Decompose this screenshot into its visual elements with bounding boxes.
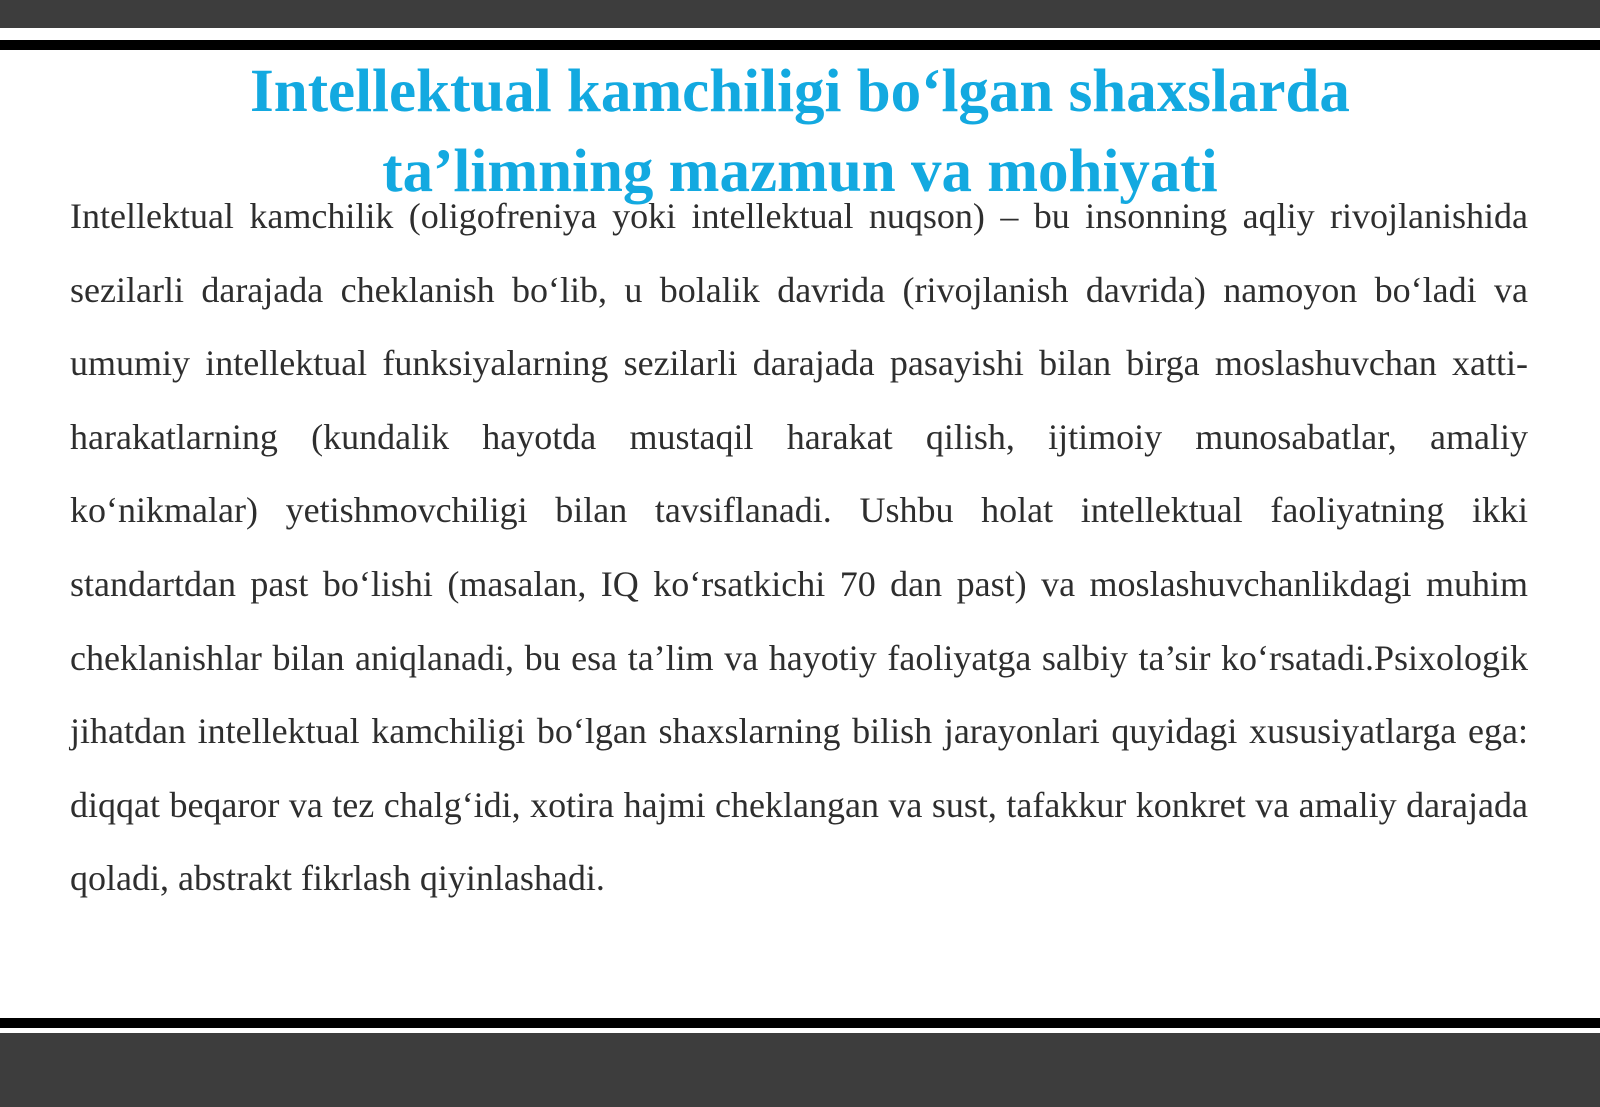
bottom-dark-band [0,1033,1600,1107]
slide-title-line-1: Intellektual kamchiligi bo‘lgan shaxslarda [250,58,1350,125]
bottom-black-stripe [0,1018,1600,1028]
top-dark-band [0,0,1600,28]
slide-body-text: Intellektual kamchilik (oligofreniya yoki intellektual nuqson) – bu insonning aqliy rivojlanishida sezilarli darajada cheklanish bo‘lib, u bolalik davrida (rivojlanish davrida) namoyon bo‘ladi va umumiy intellektual funksiyalarning sezilarli darajada pasayishi bilan birga moslashuvchan xatti-harakatlarning (kundalik hayotda mustaqil harakat qilish, ijtimoiy munosabatlar, amaliy ko‘nikmalar) yetishmovchiligi bilan tavsiflanadi. Ushbu holat intellektual faoliyatning ikki standartdan past bo‘lishi (masalan, IQ ko‘rsatkichi 70 dan past) va moslashuvchanlikdagi muhim cheklanishlar bilan aniqlanadi, bu esa ta’lim va hayotiy faoliyatga salbiy ta’sir ko‘rsatadi.Psixologik jihatdan intellektual kamchiligi bo‘lgan shaxslarning bilish jarayonlari quyidagi xususiyatlarga ega: diqqat beqaror va tez chalg‘idi, xotira hajmi cheklangan va sust, tafakkur konkret va amaliy darajada qoladi, abstrakt fikrlash qiyinlashadi. [70,196,1528,899]
slide-title-line-2: ta’limning mazmun va mohiyati [382,138,1218,205]
top-black-stripe [0,40,1600,50]
